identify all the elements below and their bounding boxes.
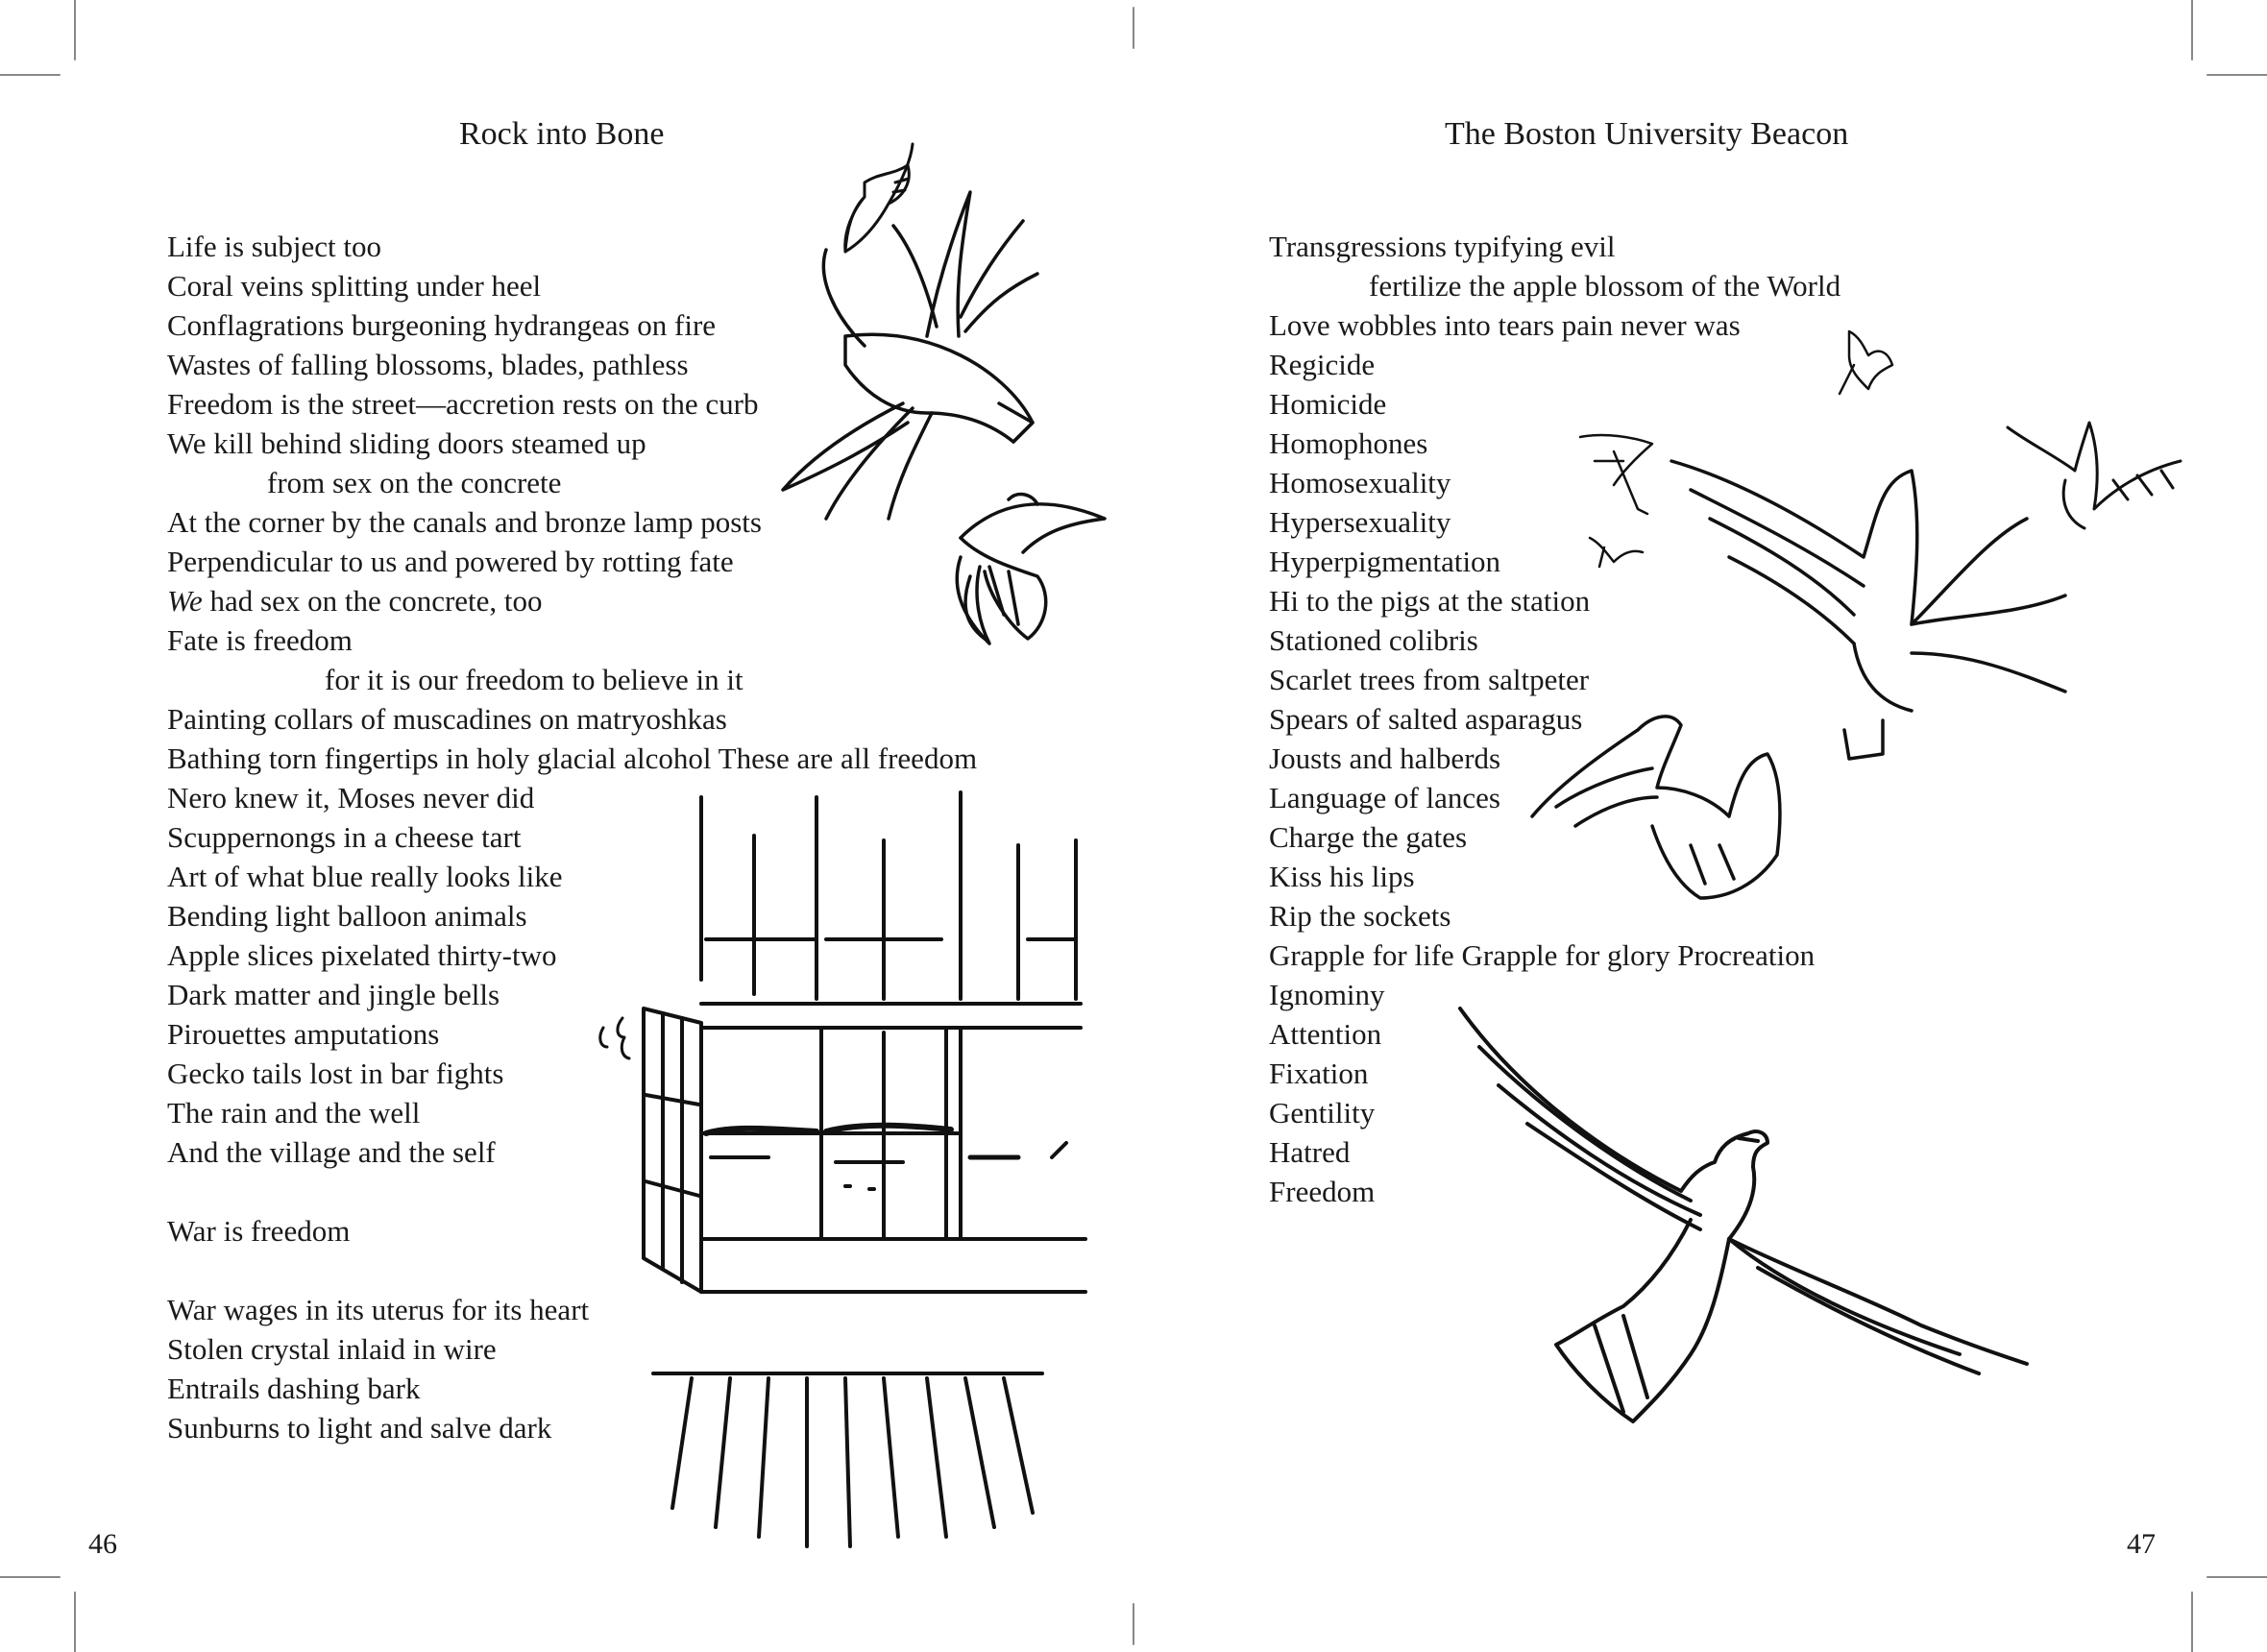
right-page [1134,0,2267,1652]
poem-line: fertilize the apple blossom of the World [1369,269,1841,303]
poem-line-rest: had sex on the concrete, too [202,584,543,618]
poem-line: Ignominy [1269,978,1385,1011]
poem-line [167,581,977,620]
poem-line: War is freedom [167,1214,351,1248]
left-poem [167,227,977,1447]
poem-line: Wastes of falling blossoms, blades, pathless [167,348,689,381]
poem-line: Life is subject too [167,230,381,263]
poem-line: The rain and the well [167,1096,421,1130]
poem-line: And the village and the self [167,1135,496,1169]
poem-line: Scarlet trees from saltpeter [1269,663,1590,696]
poem-line: Fixation [1269,1057,1369,1090]
poem-line: Kiss his lips [1269,860,1415,893]
left-page-number: 46 [88,1528,117,1560]
poem-line: Homosexuality [1269,466,1451,499]
poem-line: Regicide [1269,348,1376,381]
poem-line: Stationed colibris [1269,623,1478,657]
poem-line: Dark matter and jingle bells [167,978,500,1011]
poem-line: Grapple for life Grapple for glory Procreation [1269,938,1816,972]
poem-line: Language of lances [1269,781,1500,814]
poem-line: Fate is freedom [167,623,353,657]
poem-line: Painting collars of muscadines on matryoshkas [167,702,727,736]
poem-line: from sex on the concrete [267,466,562,499]
right-running-head: The Boston University Beacon [1445,116,1849,152]
poem-line: Gecko tails lost in bar fights [167,1057,504,1090]
poem-line: Bathing torn fingertips in holy glacial alcohol These are all freedom [167,741,978,775]
poem-line: Apple slices pixelated thirty-two [167,938,557,972]
stanza-break [167,1172,977,1211]
poem-line: Hyperpigmentation [1269,545,1501,578]
poem-line: Entrails dashing bark [167,1372,421,1405]
stanza-break [167,1251,977,1290]
poem-line: Stolen crystal inlaid in wire [167,1332,497,1366]
poem-line: Hi to the pigs at the station [1269,584,1591,618]
poem-line: Pirouettes amputations [167,1017,440,1051]
poem-line: Love wobbles into tears pain never was [1269,308,1741,342]
poem-line: Transgressions typifying evil [1269,230,1616,263]
poem-line: Homophones [1269,426,1428,460]
poem-line-italic-word: We [167,584,203,618]
poem-line: Art of what blue really looks like [167,860,563,893]
right-page-number: 47 [2127,1528,2156,1560]
poem-line: Hatred [1269,1135,1351,1169]
poem-line: Homicide [1269,387,1387,421]
poem-line: Jousts and halberds [1269,741,1501,775]
poem-line: Spears of salted asparagus [1269,702,1583,736]
poem-line: Attention [1269,1017,1382,1051]
poem-line: Bending light balloon animals [167,899,527,933]
poem-line: Sunburns to light and salve dark [167,1411,552,1445]
poem-line: War wages in its uterus for its heart [167,1293,590,1326]
right-poem [1269,227,1840,1211]
poem-line: Hypersexuality [1269,505,1451,539]
poem-line: Conflagrations burgeoning hydrangeas on fire [167,308,717,342]
poem-line: Gentility [1269,1096,1376,1130]
poem-line: Freedom is the street—accretion rests on the curb [167,387,759,421]
poem-line: Scuppernongs in a cheese tart [167,820,522,854]
poem-line: Coral veins splitting under heel [167,269,542,303]
poem-line: for it is our freedom to believe in it [325,663,743,696]
poem-line: Charge the gates [1269,820,1468,854]
poem-line: Perpendicular to us and powered by rotting fate [167,545,734,578]
left-running-head: Rock into Bone [459,116,665,152]
poem-line: Freedom [1269,1175,1376,1208]
poem-line: Rip the sockets [1269,899,1451,933]
poem-line: We kill behind sliding doors steamed up [167,426,646,460]
poem-line: Nero knew it, Moses never did [167,781,535,814]
poem-line: At the corner by the canals and bronze lamp posts [167,505,762,539]
